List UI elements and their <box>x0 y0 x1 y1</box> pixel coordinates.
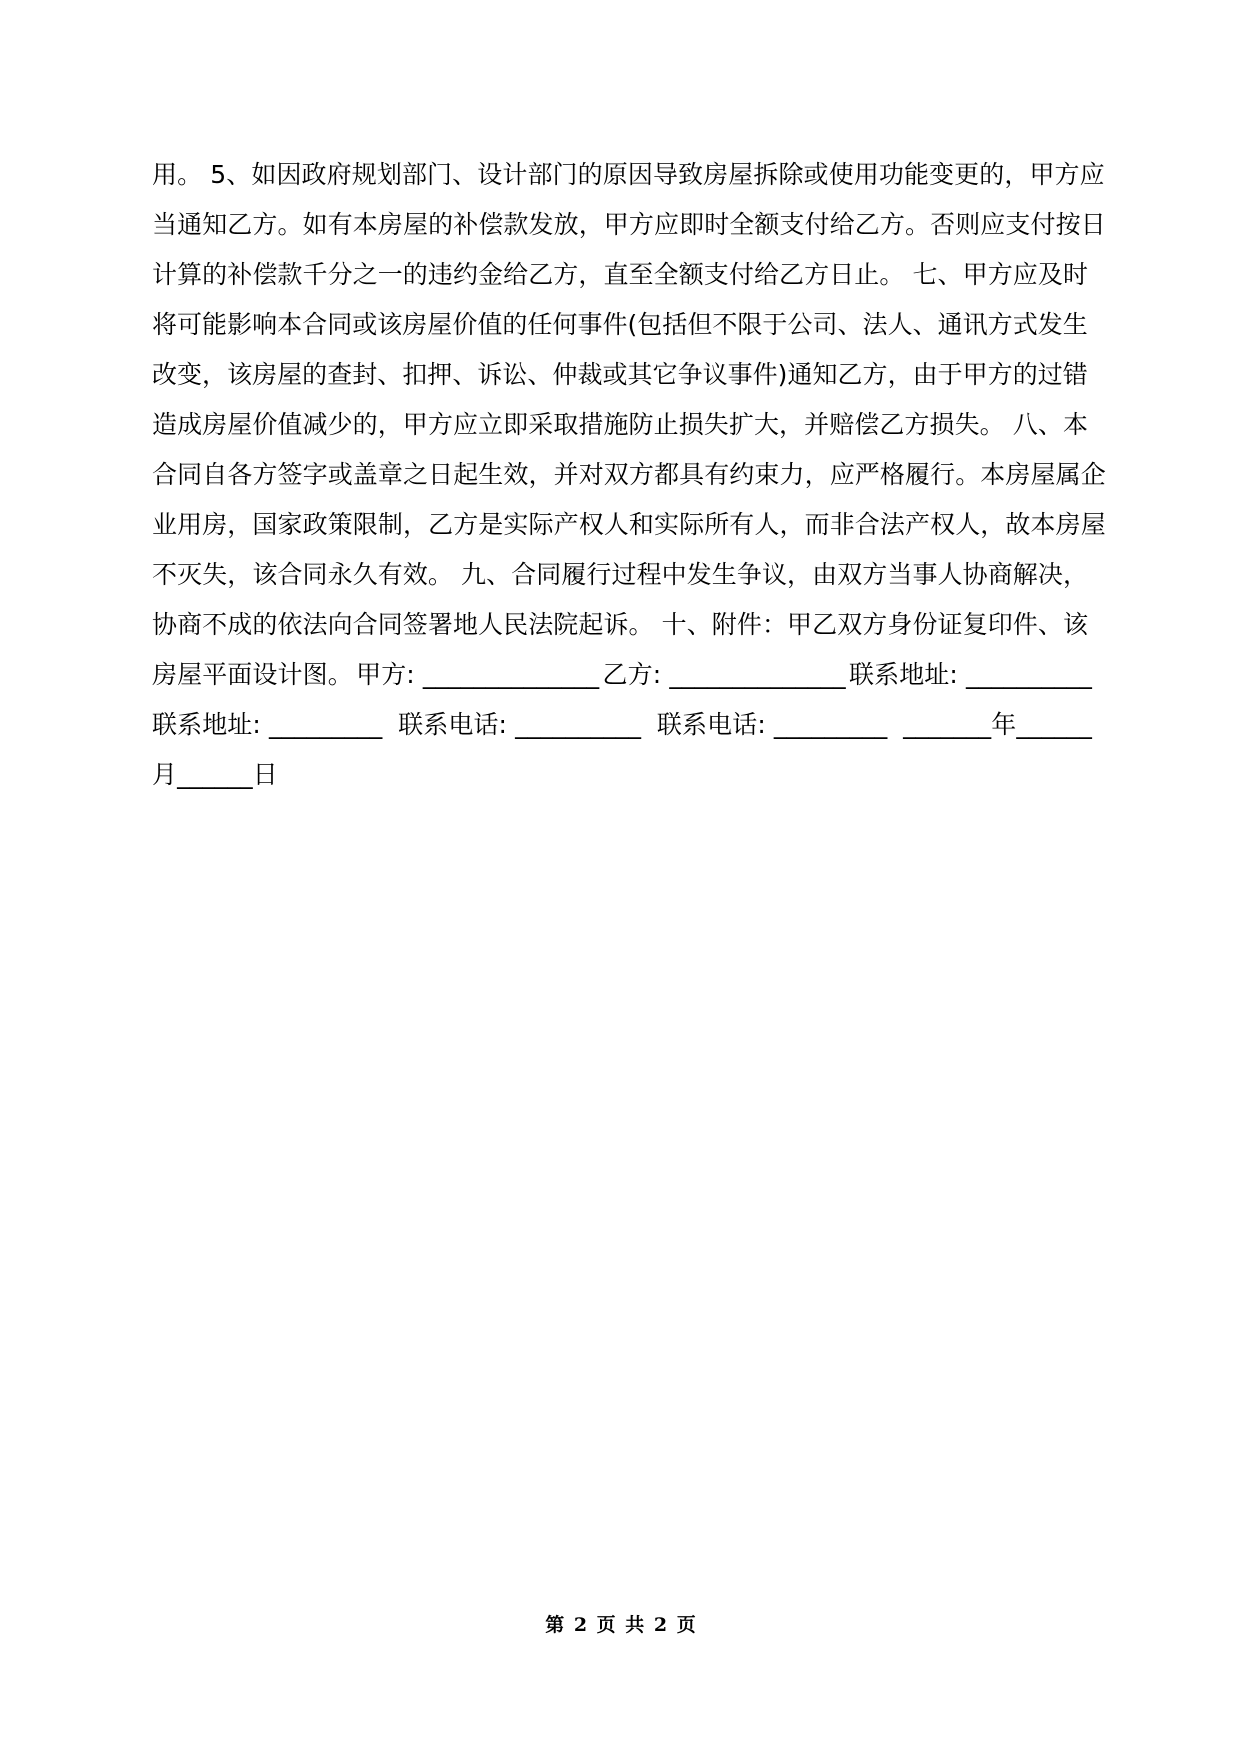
text-line-3 <box>152 250 1092 300</box>
party-b-address-field: 联系地址: _________ <box>152 710 383 739</box>
date-day-field: 月______日 <box>152 760 278 789</box>
text-line-3-content: 计算的补偿款千分之一的违约金给乙方，直至全额支付给乙方日止。 七、甲方应及时 <box>152 260 1089 289</box>
text-line-7-content: 合同自各方签字或盖章之日起生效，并对双方都具有约束力，应严格履行。本房屋属企 <box>152 460 1106 489</box>
text-line-5-content: 改变，该房屋的查封、扣押、诉讼、仲裁或其它争议事件)通知乙方，由于甲方的过错 <box>152 360 1088 389</box>
text-line-5 <box>152 350 1092 400</box>
text-line-7 <box>152 450 1106 500</box>
party-a-signature-field: 甲方: ______________ <box>356 660 600 689</box>
party-b-signature-field: 乙方: ______________ <box>602 660 846 689</box>
text-line-6-content: 造成房屋价值减少的，甲方应立即采取措施防止损失扩大，并赔偿乙方损失。 八、本 <box>152 410 1089 439</box>
text-line-10-content: 协商不成的依法向合同签署地人民法院起诉。 十、附件：甲乙双方身份证复印件、该 <box>152 610 1089 639</box>
party-a-address-field: 联系地址: __________ <box>849 660 1092 689</box>
text-line-6 <box>152 400 1092 450</box>
text-line-2 <box>152 200 1106 250</box>
text-line-8-content: 业用房，国家政策限制，乙方是实际产权人和实际所有人，而非合法产权人，故本房屋 <box>152 510 1106 539</box>
signature-line-2 <box>152 700 1092 750</box>
signature-line-1 <box>152 650 1092 700</box>
text-line-8 <box>152 500 1106 550</box>
text-line-10 <box>152 600 1092 650</box>
page-number-indicator: 第 2 页 共 2 页 <box>545 1614 696 1636</box>
contract-body-text <box>152 150 1106 800</box>
party-b-phone-field: 联系电话: _________ <box>656 710 888 739</box>
page-footer <box>0 1610 1241 1640</box>
signature-line-3 <box>152 750 1092 800</box>
text-line-4 <box>152 300 1092 350</box>
text-line-4-content: 将可能影响本合同或该房屋价值的任何事件(包括但不限于公司、法人、通讯方式发生 <box>152 310 1088 339</box>
text-line-9 <box>152 550 1092 600</box>
attachment-text: 房屋平面设计图。 <box>152 660 353 689</box>
text-line-9-content: 不灭失，该合同永久有效。 九、合同履行过程中发生争议，由双方当事人协商解决， <box>152 560 1089 589</box>
text-line-1 <box>152 150 1105 200</box>
text-line-2-content: 当通知乙方。如有本房屋的补偿款发放，甲方应即时全额支付给乙方。否则应支付按日 <box>152 210 1106 239</box>
text-line-1-content: 用。 5、如因政府规划部门、设计部门的原因导致房屋拆除或使用功能变更的，甲方应 <box>152 160 1105 189</box>
party-a-phone-field: 联系电话: __________ <box>398 710 642 739</box>
date-year-month-field: _______年______ <box>903 710 1092 739</box>
